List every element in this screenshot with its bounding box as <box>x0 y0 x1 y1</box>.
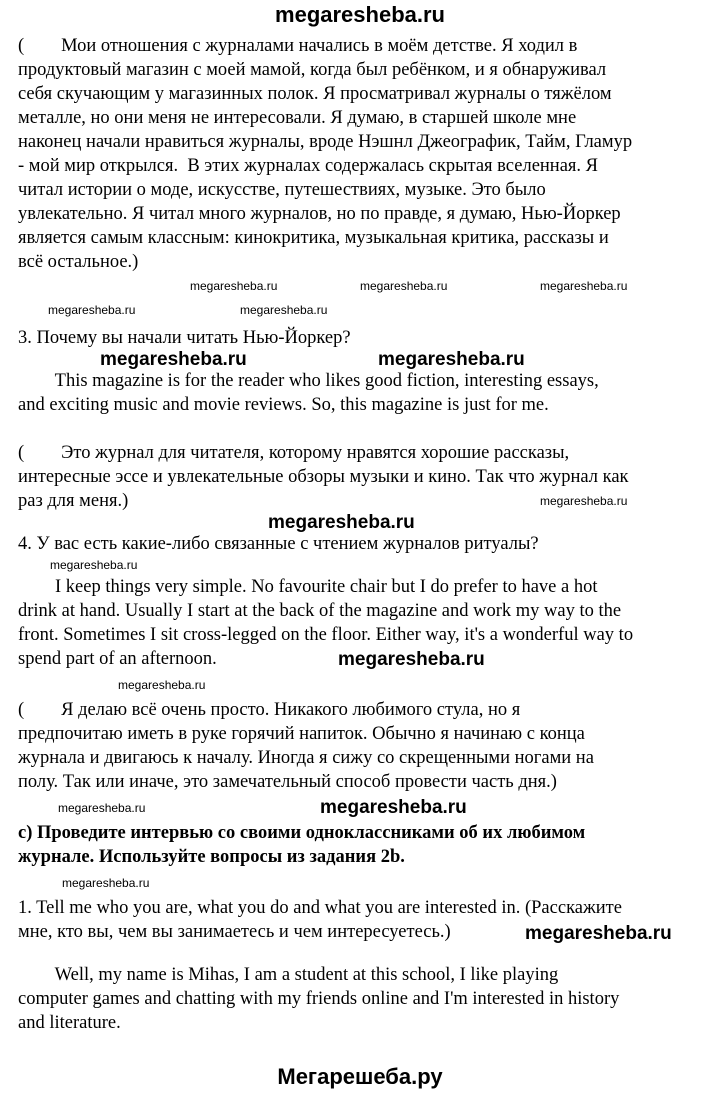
text-line: 1. Tell me who you are, what you do and what you are interested in. (Расскажите <box>18 898 622 918</box>
question-3 <box>18 326 708 350</box>
text-line: computer games and chatting with my friends online and I'm interested in history <box>18 989 620 1009</box>
text-line: увлекательно. Я читал много журналов, но по правде, я думаю, Нью-Йоркер <box>18 204 621 224</box>
answer-1 <box>18 963 708 1035</box>
text-line: Well, my name is Mihas, I am a student at this school, I like playing <box>18 965 559 985</box>
text-line: c) Проведите интервью со своими одноклассниками об их любимом <box>18 823 586 843</box>
text-line: 3. Почему вы начали читать Нью-Йоркер? <box>18 328 351 348</box>
site-header: megaresheba.ru <box>275 2 445 27</box>
text-line: drink at hand. Usually I start at the back of the magazine and work my way to the <box>18 601 622 621</box>
watermark: megaresheba.ru <box>240 303 328 317</box>
text-line: ( Мои отношения с журналами начались в моём детстве. Я ходил в <box>18 36 578 56</box>
text-line: ( Я делаю всё очень просто. Никакого любимого стула, но я <box>18 700 521 720</box>
text-line: раз для меня.) <box>18 491 129 511</box>
text-line: spend part of an afternoon. <box>18 649 217 669</box>
text-line: ( Это журнал для читателя, которому нравятся хорошие рассказы, <box>18 443 570 463</box>
watermark: megaresheba.ru <box>540 494 628 508</box>
text-line: 4. У вас есть какие-либо связанные с чтением журналов ритуалы? <box>18 534 539 554</box>
text-line: себя скучающим у магазинных полок. Я просматривал журналы о тяжёлом <box>18 84 612 104</box>
text-line: предпочитаю иметь в руке горячий напиток. Обычно я начинаю с конца <box>18 724 585 744</box>
site-footer: Мегарешеба.ру <box>277 1064 443 1089</box>
text-line: I keep things very simple. No favourite chair but I do prefer to have a hot <box>18 577 598 597</box>
answer-3 <box>18 369 708 417</box>
watermark: megaresheba.ru <box>118 678 206 692</box>
text-line: читал истории о моде, искусстве, путешествиях, музыке. Это было <box>18 180 546 200</box>
watermark: megaresheba.ru <box>268 512 415 533</box>
watermark: megaresheba.ru <box>48 303 136 317</box>
watermark: megaresheba.ru <box>338 649 485 670</box>
watermark: megaresheba.ru <box>190 279 278 293</box>
text-line: front. Sometimes I sit cross-legged on the floor. Either way, it's a wonderful way to <box>18 625 634 645</box>
watermark: megaresheba.ru <box>525 923 672 944</box>
watermark: megaresheba.ru <box>62 876 150 890</box>
question-4 <box>18 532 708 556</box>
text-line: мне, кто вы, чем вы занимаетесь и чем интересуетесь.) <box>18 922 451 942</box>
text-line: является самым классным: кинокритика, музыкальная критика, рассказы и <box>18 228 609 248</box>
watermark: megaresheba.ru <box>378 349 525 370</box>
watermark: megaresheba.ru <box>58 801 146 815</box>
text-line: продуктовый магазин с моей мамой, когда был ребёнком, и я обнаруживал <box>18 60 607 80</box>
text-line: журнала и двигаюсь к началу. Иногда я сижу со скрещенными ногами на <box>18 748 594 768</box>
watermark: megaresheba.ru <box>320 797 467 818</box>
text-line: наконец начали нравиться журналы, вроде Нэшнл Джеографик, Тайм, Гламур <box>18 132 633 152</box>
answer-4-translation <box>18 698 708 794</box>
text-line: интересные эссе и увлекательные обзоры музыки и кино. Так что журнал как <box>18 467 629 487</box>
task-c-heading <box>18 821 708 869</box>
watermark: megaresheba.ru <box>360 279 448 293</box>
answer-2-translation <box>18 34 708 274</box>
text-line: and exciting music and movie reviews. So, this magazine is just for me. <box>18 395 549 415</box>
watermark: megaresheba.ru <box>50 558 138 572</box>
text-line: This magazine is for the reader who likes good fiction, interesting essays, <box>18 371 599 391</box>
text-line: журнале. Используйте вопросы из задания 2b. <box>18 847 405 867</box>
text-line: металле, но они меня не интересовали. Я думаю, в старшей школе мне <box>18 108 577 128</box>
text-line: полу. Так или иначе, это замечательный способ провести часть дня.) <box>18 772 557 792</box>
text-line: - мой мир открылся. В этих журналах содержалась скрытая вселенная. Я <box>18 156 599 176</box>
watermark: megaresheba.ru <box>540 279 628 293</box>
text-line: and literature. <box>18 1013 121 1033</box>
watermark: megaresheba.ru <box>100 349 247 370</box>
text-line: всё остальное.) <box>18 252 139 272</box>
